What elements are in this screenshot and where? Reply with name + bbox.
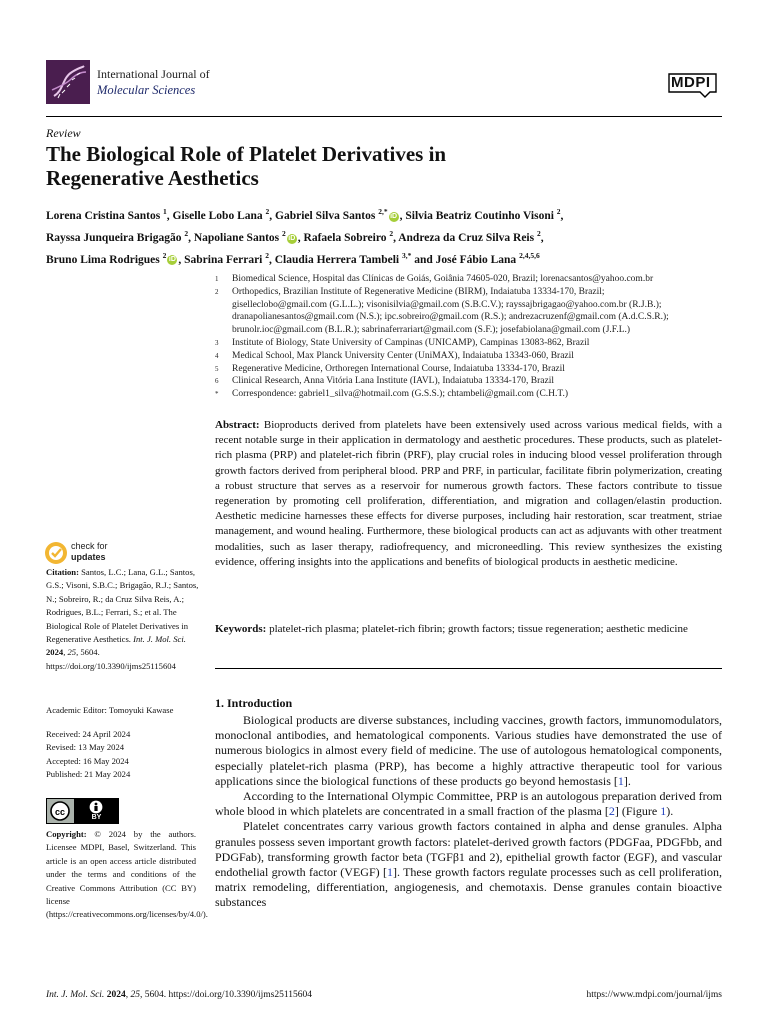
footer-journal-url[interactable]: https://www.mdpi.com/journal/ijms xyxy=(586,990,722,1000)
author-name[interactable]: Lorena Cristina Santos xyxy=(46,209,161,222)
author-affil: 2 xyxy=(389,228,394,238)
affiliation-num: * xyxy=(215,390,219,399)
footer-doi[interactable]: , 5604. https://doi.org/10.3390/ijms25115604 xyxy=(139,990,313,1000)
reference-link[interactable]: 1 xyxy=(617,773,624,788)
paragraph-text: According to the International Olympic Committee, PRP is an autologous preparation derived from whole blood in which platelets are concentrated in a small fraction of the plasma [ xyxy=(215,789,722,819)
author-list xyxy=(46,203,726,268)
author-affil: 2 xyxy=(265,207,270,216)
affiliation-text: Biomedical Science, Hospital das Clínicas de Goiás, Goiânia 74605-020, Brazil; lorenacsantos@yahoo.com.br xyxy=(232,274,654,284)
author-name[interactable]: Rafaela Sobreiro xyxy=(303,231,387,244)
check-updates-line1: check for xyxy=(71,541,108,551)
affiliation-1 xyxy=(215,273,730,286)
by-label: BY xyxy=(91,814,102,821)
citation-year: 2024 xyxy=(46,647,64,658)
affiliation-2 xyxy=(215,286,730,337)
affiliation-text: brunolr.ioc@gmail.com (B.L.R.); sabrinaferrariart@gmail.com (S.F.); josefabiolana@gmail.com (J.F.L.) xyxy=(232,325,631,336)
affiliation-text: Institute of Biology, State University of Campinas (UNICAMP), Campinas 13083-862, Brazil xyxy=(232,337,590,348)
author-line-1: Lorena Cristina Santos $^1$, Giselle Lobo Lana $^2$, Gabriel Silva Santos $^{2,*}$iD , Silvia Beatriz Coutinho Visoni $^2$, xyxy=(46,207,564,222)
author-affil: 2 xyxy=(536,228,541,238)
check-updates-icon xyxy=(44,541,68,565)
copyright-notice xyxy=(46,828,208,922)
author-affil: 1 xyxy=(163,207,167,216)
author-affil: 2 xyxy=(162,250,167,260)
author-name[interactable]: Gabriel Silva Santos xyxy=(275,209,376,222)
article-title xyxy=(46,142,706,190)
footer-citation: Int. J. Mol. Sci. 2024, 25, 5604. https://doi.org/10.3390/ijms25115604 xyxy=(46,990,313,1000)
correspondence xyxy=(215,388,730,401)
copyright-text: © 2024 by the authors. Licensee MDPI, Basel, Switzerland. This article is an open access article distributed under the terms and conditions of the Creative Commons Attribution (CC BY) license (https://creativecommons.org/licenses/by/4.0/). xyxy=(46,829,208,920)
paragraph-text: ]. These growth factors regulate processes such as cell proliferation, matrix remodeling, differentiation, angiogenesis, and chemotaxis. Dense granules contain bioactive substances xyxy=(215,865,722,910)
cc-icon xyxy=(50,801,70,821)
orcid-icon[interactable]: iD xyxy=(288,234,296,242)
affiliation-text: Correspondence: gabriel1_silva@hotmail.com (G.S.S.); chtambeli@gmail.com (C.H.T.) xyxy=(232,389,569,400)
dates xyxy=(46,728,130,782)
keywords-text: platelet-rich plasma; platelet-rich fibrin; growth factors; tissue regeneration; aesthetic medicine xyxy=(269,623,688,635)
affiliation-num: 3 xyxy=(215,338,219,347)
citation-text: Santos, L.C.; Lana, G.L.; Santos, G.S.; Visoni, S.B.C.; Brigagão, R.J.; Santos, N.; Sobreiro, R.; da Cruz Silva Reis, A.; Rodrigues, B.L.; Ferrari, S.; et al. The Biological Role of Platelet Derivatives in Regenerative Aesthetics. xyxy=(46,567,199,645)
author-affil: 2,* xyxy=(378,207,388,216)
orcid-icon[interactable]: iD xyxy=(390,212,398,220)
affiliations xyxy=(215,273,730,401)
author-name[interactable]: Napoliane Santos xyxy=(193,231,280,244)
affiliation-num: 5 xyxy=(215,364,219,373)
citation-label: Citation: xyxy=(46,567,79,577)
paragraph-text: Biological products are diverse substances, including vaccines, growth factors, immunomodulators, monoclonal antibodies, and hematological components. Various studies have demonstrated the use of numerous biologics in almost every field of medicine. The use of autologous hematological components, especially platelet-rich plasma (PRP), has become a highly attractive therapeutic tool for various applications since the biological functions of these products go beyond hemostasis [ xyxy=(215,713,722,788)
title-line-2: Regenerative Aesthetics xyxy=(46,166,259,190)
affiliation-3 xyxy=(215,337,730,350)
person-icon xyxy=(88,800,104,814)
check-updates-line2: updates xyxy=(71,552,106,562)
affiliation-text: Orthopedics, Brazilian Institute of Regenerative Medicine (BIRM), Indaiatuba 13334-170, Brazil; xyxy=(232,286,605,297)
affiliation-text: Clinical Research, Anna Vitória Lana Institute (IAVL), Indaiatuba 13334-170, Brazil xyxy=(232,376,554,387)
author-affil: 2 xyxy=(184,228,189,238)
citation-doi[interactable]: 5604. https://doi.org/10.3390/ijms25115604 xyxy=(46,647,176,671)
footer-volume: 25 xyxy=(130,990,140,1000)
abstract-label: Abstract: xyxy=(215,419,260,431)
author-name[interactable]: Giselle Lobo Lana xyxy=(172,209,263,222)
affiliation-num: 1 xyxy=(215,275,219,283)
author-name[interactable]: Silvia Beatriz Coutinho Visoni xyxy=(405,209,554,222)
abstract-text: Bioproducts derived from platelets have been extensively used across various medical fields, with a recent notable surge in their application in dermatology and aesthetic procedures. These products, such as platelet-rich plasma (PRP) and platelet-rich fibrin (PRF), play crucial roles in inducing blood vessel proliferation through growth factors derived from peripheral blood. PRP and PRF, in particular, facilitate fibrin polymerization, creating a robust structure that serves as a reservoir for numerous growth factors. These factors contribute to tissue regeneration by promoting cell proliferation, differentiation, and migration and collagen/elastin production. Aesthetic medicine harnesses these effects for diverse purposes, including hair restoration, scar treatment, striae management, and wound healing. Furthermore, these biological products can act as adjuvants with other treatment modalities, such as laser therapy, radiofrequency, and microneedling. This review synthesizes the existing evidence, offering insights into the applications and benefits of biological products in aesthetic medicine. xyxy=(215,419,722,568)
author-affil: 2,4,5,6 xyxy=(519,250,540,260)
date-revised: Revised: 13 May 2024 xyxy=(46,742,125,753)
paragraph xyxy=(215,789,722,819)
footer-year: 2024 xyxy=(106,990,126,1000)
section-heading: 1. Introduction xyxy=(215,696,293,710)
author-line-3: Bruno Lima Rodrigues $^2$iD , Sabrina Ferrari $^2$, Claudia Herrera Tambeli $^{3,*}$ and José Fábio Lana $^{2,4,5,6}$ xyxy=(46,250,540,266)
author-name[interactable]: Sabrina Ferrari xyxy=(184,253,263,266)
date-published: Published: 21 May 2024 xyxy=(46,769,131,780)
affiliation-6 xyxy=(215,375,730,388)
paragraph xyxy=(215,819,722,910)
check-updates-label xyxy=(71,541,108,563)
citation-volume: 25 xyxy=(67,647,77,658)
abstract-divider xyxy=(215,668,722,669)
cc-by-badge[interactable] xyxy=(46,798,119,824)
author-affil: 2 xyxy=(265,250,269,260)
svg-text:cc: cc xyxy=(54,807,66,817)
affiliation-num: 2 xyxy=(215,287,219,296)
header-divider xyxy=(46,116,722,117)
paragraph-text: ] (Figure xyxy=(614,804,661,819)
author-line-2: Rayssa Junqueira Brigagão $^2$, Napoliane Santos $^2$iD , Rafaela Sobreiro $^2$, Andreza da Cruz Silva Reis $^2$, xyxy=(46,228,544,244)
author-affil: 2 xyxy=(282,228,286,238)
mdpi-logo xyxy=(665,72,720,98)
affiliation-num: 4 xyxy=(215,351,219,360)
figure-link[interactable]: 1 xyxy=(660,804,667,819)
author-affil: 2 xyxy=(556,207,561,216)
author-affil: 3,* xyxy=(402,250,412,260)
abstract xyxy=(215,418,722,570)
reference-link[interactable]: 2 xyxy=(608,804,615,819)
affiliation-num: 6 xyxy=(215,377,219,386)
academic-editor: Academic Editor: Tomoyuki Kawase xyxy=(46,705,174,715)
title-line-1: The Biological Role of Platelet Derivatives in xyxy=(46,142,447,166)
paragraph-text: ]. xyxy=(623,773,631,788)
author-name[interactable]: Andreza da Cruz Silva Reis xyxy=(398,231,535,244)
affiliation-5 xyxy=(215,363,730,376)
author-name[interactable]: Claudia Herrera Tambeli xyxy=(274,253,400,266)
citation-block: Citation: Santos, L.C.; Lana, G.L.; Santos, G.S.; Visoni, S.B.C.; Brigagão, R.J.; Santos, N.; Sobreiro, R.; da Cruz Silva Reis, A.; Rodrigues, B.L.; Ferrari, S.; et al. The Biological Role of Platelet Derivatives in Regenerative Aesthetics. Int. J. Mol. Sci. 2024, 25, 5604. https://doi.org/10.3390/ijms25115604 xyxy=(46,567,199,671)
paragraph-text: ). xyxy=(666,804,674,819)
affiliation-text: Medical School, Max Planck University Center (UniMAX), Indaiatuba 13343-060, Brazil xyxy=(232,350,574,361)
by-panel xyxy=(74,799,119,823)
reference-link[interactable]: 1 xyxy=(386,865,393,880)
date-accepted: Accepted: 16 May 2024 xyxy=(46,755,129,766)
paragraph xyxy=(215,713,722,789)
journal-name-line2: Molecular Sciences xyxy=(97,83,196,97)
author-name[interactable]: Rayssa Junqueira Brigagão xyxy=(46,231,182,244)
author-name[interactable]: José Fábio Lana xyxy=(435,253,517,266)
affiliation-text: dranapolianesantos@gmail.com (N.S.); ipc.sobreiro@gmail.com (R.S.); andrezacruzenf@gmail.com (A.d.C.S.R.); xyxy=(232,312,669,323)
author-conjunction: and xyxy=(414,253,433,266)
affiliation-text: Regenerative Medicine, Orthoregen International Course, Indaiatuba 13334-170, Brazil xyxy=(232,363,565,374)
journal-logo-icon xyxy=(46,60,90,104)
footer-journal: Int. J. Mol. Sci. xyxy=(46,990,105,1000)
keywords-label: Keywords: xyxy=(215,623,267,635)
mdpi-text: MDPI xyxy=(671,74,711,91)
paragraph-text: Platelet concentrates carry various growth factors contained in alpha and dense granules. Alpha granules possess seven important growth factors: platelet-derived growth factors (PDGFaa, PDGFbb, and PDGFab), transforming growth factor beta (TGFβ1 and 2), epithelial growth factor (EGF), and vascular endothelial growth factor (VEGF) [ xyxy=(215,819,722,880)
affiliation-4 xyxy=(215,350,730,363)
introduction-body xyxy=(215,713,722,911)
check-for-updates-button[interactable] xyxy=(44,541,134,565)
orcid-icon[interactable]: iD xyxy=(168,256,176,264)
journal-name-line1: International Journal of xyxy=(97,67,210,81)
citation-journal: Int. J. Mol. Sci. xyxy=(133,634,186,645)
copyright-label: Copyright: xyxy=(46,829,87,839)
affiliation-text: giselleclobo@gmail.com (G.L.L.); visonisilvia@gmail.com (S.B.C.V.); rayssajbrigagao@yahoo.com.br (R.J.B.); xyxy=(232,299,662,310)
keywords xyxy=(215,622,722,637)
date-received: Received: 24 April 2024 xyxy=(46,729,131,739)
article-type: Review xyxy=(46,126,81,140)
author-name[interactable]: Bruno Lima Rodrigues xyxy=(46,253,160,266)
